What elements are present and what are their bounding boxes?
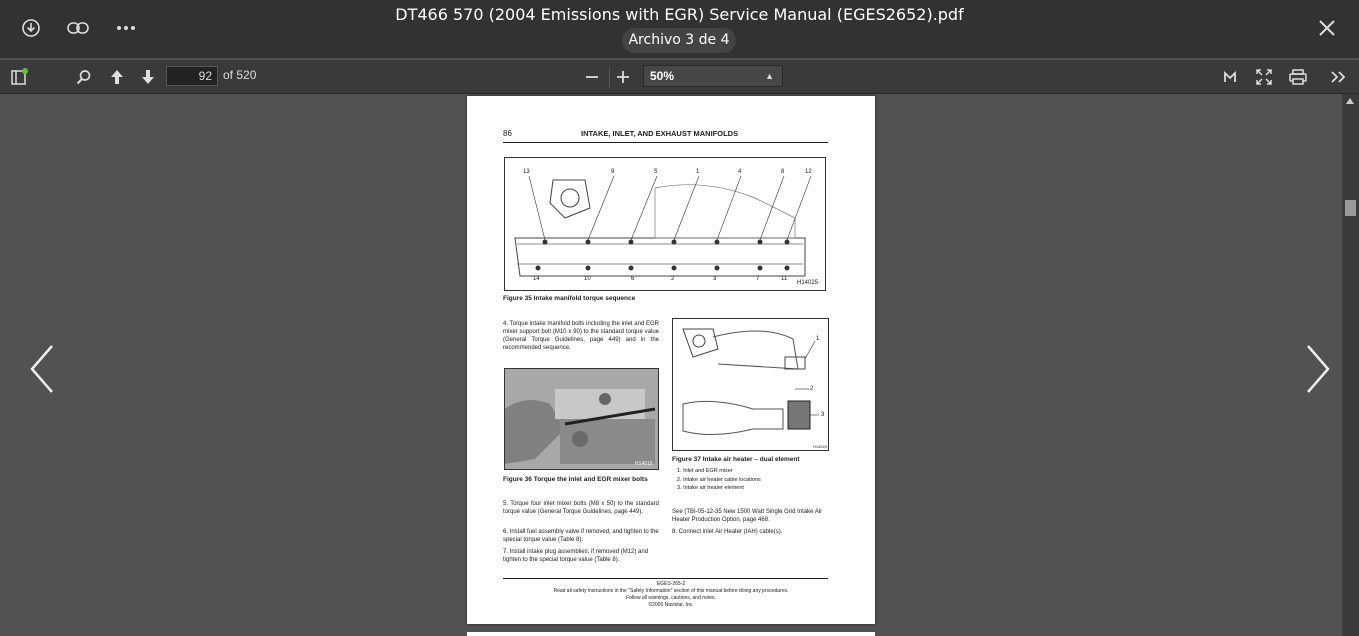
step-7: 7. Install intake plug assemblies, if removed (M12) and tighten to the special torque value (Table 8). bbox=[503, 549, 649, 563]
air-heater-drawing bbox=[673, 319, 828, 450]
footer-copyright: ©2005 Navistar, Inc. bbox=[648, 602, 694, 608]
figure-id: H14025 bbox=[797, 280, 819, 286]
document-title: DT466 570 (2004 Emissions with EGR) Service Manual (EGES2652).pdf bbox=[395, 5, 964, 24]
figure-id: H14019 bbox=[635, 461, 653, 467]
callout: 9 bbox=[611, 169, 615, 175]
page-number: 86 bbox=[503, 129, 512, 138]
engine-photo bbox=[505, 369, 658, 469]
chevron-right-icon bbox=[1296, 334, 1336, 404]
figure-36-caption: Figure 36 Torque the inlet and EGR mixer bolts bbox=[503, 476, 648, 483]
zoom-in-button[interactable] bbox=[611, 65, 635, 89]
search-icon bbox=[76, 69, 92, 85]
footer-code: EGES-265-2 bbox=[656, 581, 686, 587]
callout: 2 bbox=[810, 386, 814, 392]
arrow-up-icon bbox=[109, 69, 125, 85]
presentation-icon bbox=[1223, 70, 1237, 84]
document-viewer[interactable] bbox=[0, 94, 1342, 636]
callout: 3 bbox=[821, 412, 825, 418]
vertical-scrollbar[interactable] bbox=[1342, 94, 1359, 636]
callout: 8 bbox=[781, 169, 785, 175]
page-footer bbox=[467, 581, 875, 609]
previous-file-button[interactable] bbox=[24, 334, 64, 404]
page-header: INTAKE, INLET, AND EXHAUST MANIFOLDS bbox=[581, 129, 739, 138]
scroll-up-icon[interactable] bbox=[1346, 98, 1354, 104]
previous-page-button[interactable] bbox=[105, 65, 129, 89]
arrow-down-icon bbox=[140, 69, 156, 85]
callout: 10 bbox=[584, 276, 591, 282]
next-pdf-page bbox=[467, 632, 875, 636]
callout: 4 bbox=[738, 169, 742, 175]
scrollbar-thumb[interactable] bbox=[1345, 200, 1356, 216]
manifold-drawing bbox=[505, 158, 825, 290]
step-4: 4. Torque intake manifold bolts including the inlet and EGR mixer support bolt (M10 x 90) to the standard torque value (General Torque Guidelines, page 449) and in the recommended sequence. bbox=[503, 321, 659, 351]
chevron-left-icon bbox=[24, 334, 64, 404]
legend-item: 2. Intake air heater cable locations bbox=[677, 476, 761, 483]
figure-37-legend bbox=[677, 467, 761, 493]
top-bar bbox=[0, 0, 1359, 58]
file-counter: Archivo 3 de 4 bbox=[622, 28, 736, 53]
callout: 3 bbox=[713, 276, 717, 282]
legend-item: 1. Inlet and EGR mixer bbox=[677, 468, 733, 474]
figure-37-caption: Figure 37 Intake air heater – dual element bbox=[672, 456, 800, 463]
callout: 2 bbox=[671, 276, 675, 282]
page-number-input[interactable]: 92 bbox=[166, 66, 218, 86]
footer-warnings: Follow all warnings, cautions, and notes. bbox=[626, 595, 716, 601]
zoom-value: 50% bbox=[650, 69, 675, 83]
figure-35 bbox=[504, 157, 826, 291]
callout: 1 bbox=[696, 169, 700, 175]
note-right: See (TBI-05-12-35 New 1500 Watt Single Grid Intake Air Heater Production Option, page 468. bbox=[672, 509, 823, 523]
step-8: 8. Connect inlet Air Heater (IAH) cable(s). bbox=[672, 529, 783, 535]
next-page-button[interactable] bbox=[136, 65, 160, 89]
callout: 5 bbox=[654, 169, 658, 175]
fullscreen-button[interactable] bbox=[1252, 65, 1276, 89]
callout: 7 bbox=[756, 276, 760, 282]
sidebar-toggle-icon bbox=[10, 68, 28, 86]
figure-36 bbox=[504, 368, 659, 470]
footer-rule bbox=[503, 578, 828, 579]
double-chevron-right-icon bbox=[1330, 70, 1346, 84]
header-rule bbox=[503, 142, 828, 143]
close-button[interactable] bbox=[1313, 14, 1341, 42]
callout: 12 bbox=[805, 169, 812, 175]
zoom-select[interactable] bbox=[643, 65, 783, 87]
print-button[interactable] bbox=[1286, 65, 1310, 89]
zoom-in-icon bbox=[616, 70, 630, 84]
figure-37 bbox=[672, 318, 829, 451]
find-button[interactable] bbox=[72, 65, 96, 89]
legend-item: 3. Intake air heater element bbox=[677, 485, 744, 491]
presentation-mode-button[interactable] bbox=[1218, 65, 1242, 89]
next-file-button[interactable] bbox=[1296, 334, 1336, 404]
page-total: of 520 bbox=[223, 68, 257, 82]
callout: 14 bbox=[533, 276, 540, 282]
callout: 13 bbox=[523, 169, 530, 175]
callout: 6 bbox=[631, 276, 635, 282]
close-icon bbox=[1318, 19, 1336, 37]
zoom-out-button[interactable] bbox=[580, 65, 604, 89]
fullscreen-icon bbox=[1256, 69, 1272, 85]
step-6: 6. Install fuel assembly valve if removed, and tighten to the special torque value (Table 8). bbox=[503, 529, 659, 543]
figure-35-caption: Figure 35 Intake manifold torque sequence bbox=[503, 295, 636, 302]
zoom-out-icon bbox=[585, 70, 599, 84]
select-arrows-icon: ▲ bbox=[765, 71, 774, 81]
tools-button[interactable] bbox=[1326, 65, 1350, 89]
callout: 11 bbox=[781, 276, 788, 282]
footer-safety: Read all safety instructions in the "Safety Information" section of this manual before doing any procedures. bbox=[553, 588, 789, 594]
callout: 1 bbox=[816, 336, 820, 342]
more-icon bbox=[116, 25, 136, 31]
pdf-toolbar bbox=[0, 60, 1359, 94]
pdf-page bbox=[467, 96, 875, 624]
sidebar-toggle-button[interactable] bbox=[7, 65, 31, 89]
step-5: 5. Torque four inlet mixer bolts (M8 x 50) to the standard torque value (General Torque Guidelines, page 449). bbox=[503, 501, 659, 515]
print-icon bbox=[1289, 69, 1307, 85]
toolbar-separator bbox=[609, 66, 610, 88]
figure-id: H14023 bbox=[813, 444, 828, 449]
